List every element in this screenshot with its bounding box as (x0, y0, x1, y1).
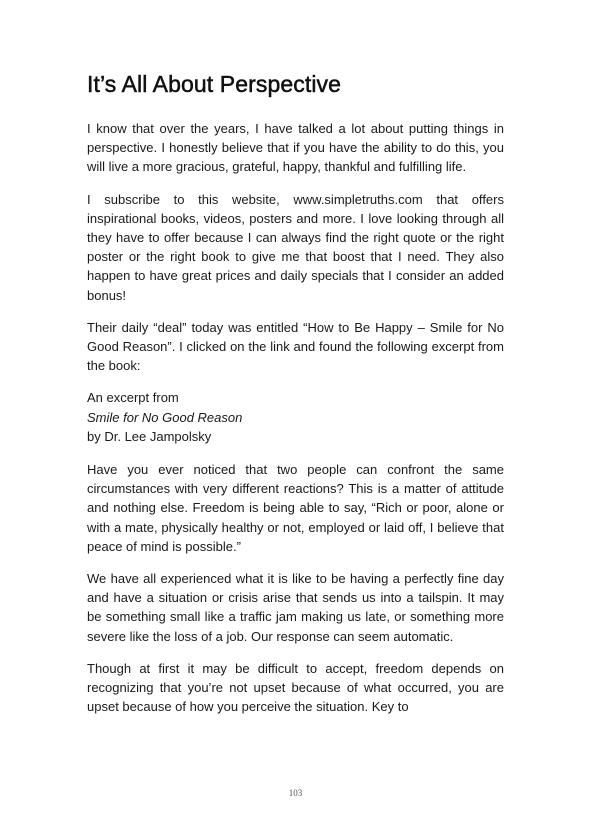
paragraph: Have you ever noticed that two people can confront the same circumstances with very different reactions? This is a matter of attitude and nothing else. Freedom is being able to say, “Rich or poor, alone or with a mate, physically healthy or not, employed or laid off, I believe that peace of mind is possible.” (87, 461, 504, 554)
excerpt-author: by Dr. Lee Jampolsky (87, 429, 212, 445)
paragraph: We have all experienced what it is like to be having a perfectly fine day and have a situation or crisis arise that sends us into a tailspin. It may be something small like a traffic jam making us late, or something more severe like the loss of a job. Our response can seem automatic. (87, 570, 504, 644)
excerpt-intro: An excerpt from (87, 390, 179, 406)
paragraph: Their daily “deal” today was entitled “How to Be Happy – Smile for No Good Reason”. I clicked on the link and found the following excerpt from the book: (87, 319, 504, 374)
excerpt-book-title: Smile for No Good Reason (87, 409, 243, 425)
paragraph: I know that over the years, I have talked a lot about putting things in perspective. I honestly believe that if you have the ability to do this, you will live a more gracious, grateful, happy, thankful and fulfilling life. (87, 121, 504, 175)
paragraph: Though at first it may be difficult to accept, freedom depends on recognizing that you’re not upset because of what occurred, you are upset because of how you perceive the situation. Key to (87, 660, 504, 715)
excerpt-citation (87, 388, 504, 447)
paragraph: I subscribe to this website, www.simpletruths.com that offers inspirational books, videos, posters and more. I love looking through all they have to offer because I can always find the right quote or the right poster or the right book to give me that boost that I need. They also happen to have great prices and daily specials that I consider an added bonus! (87, 191, 504, 303)
page-title: It’s All About Perspective (87, 71, 342, 97)
page-number: 103 (288, 788, 303, 798)
page-content (87, 69, 504, 729)
